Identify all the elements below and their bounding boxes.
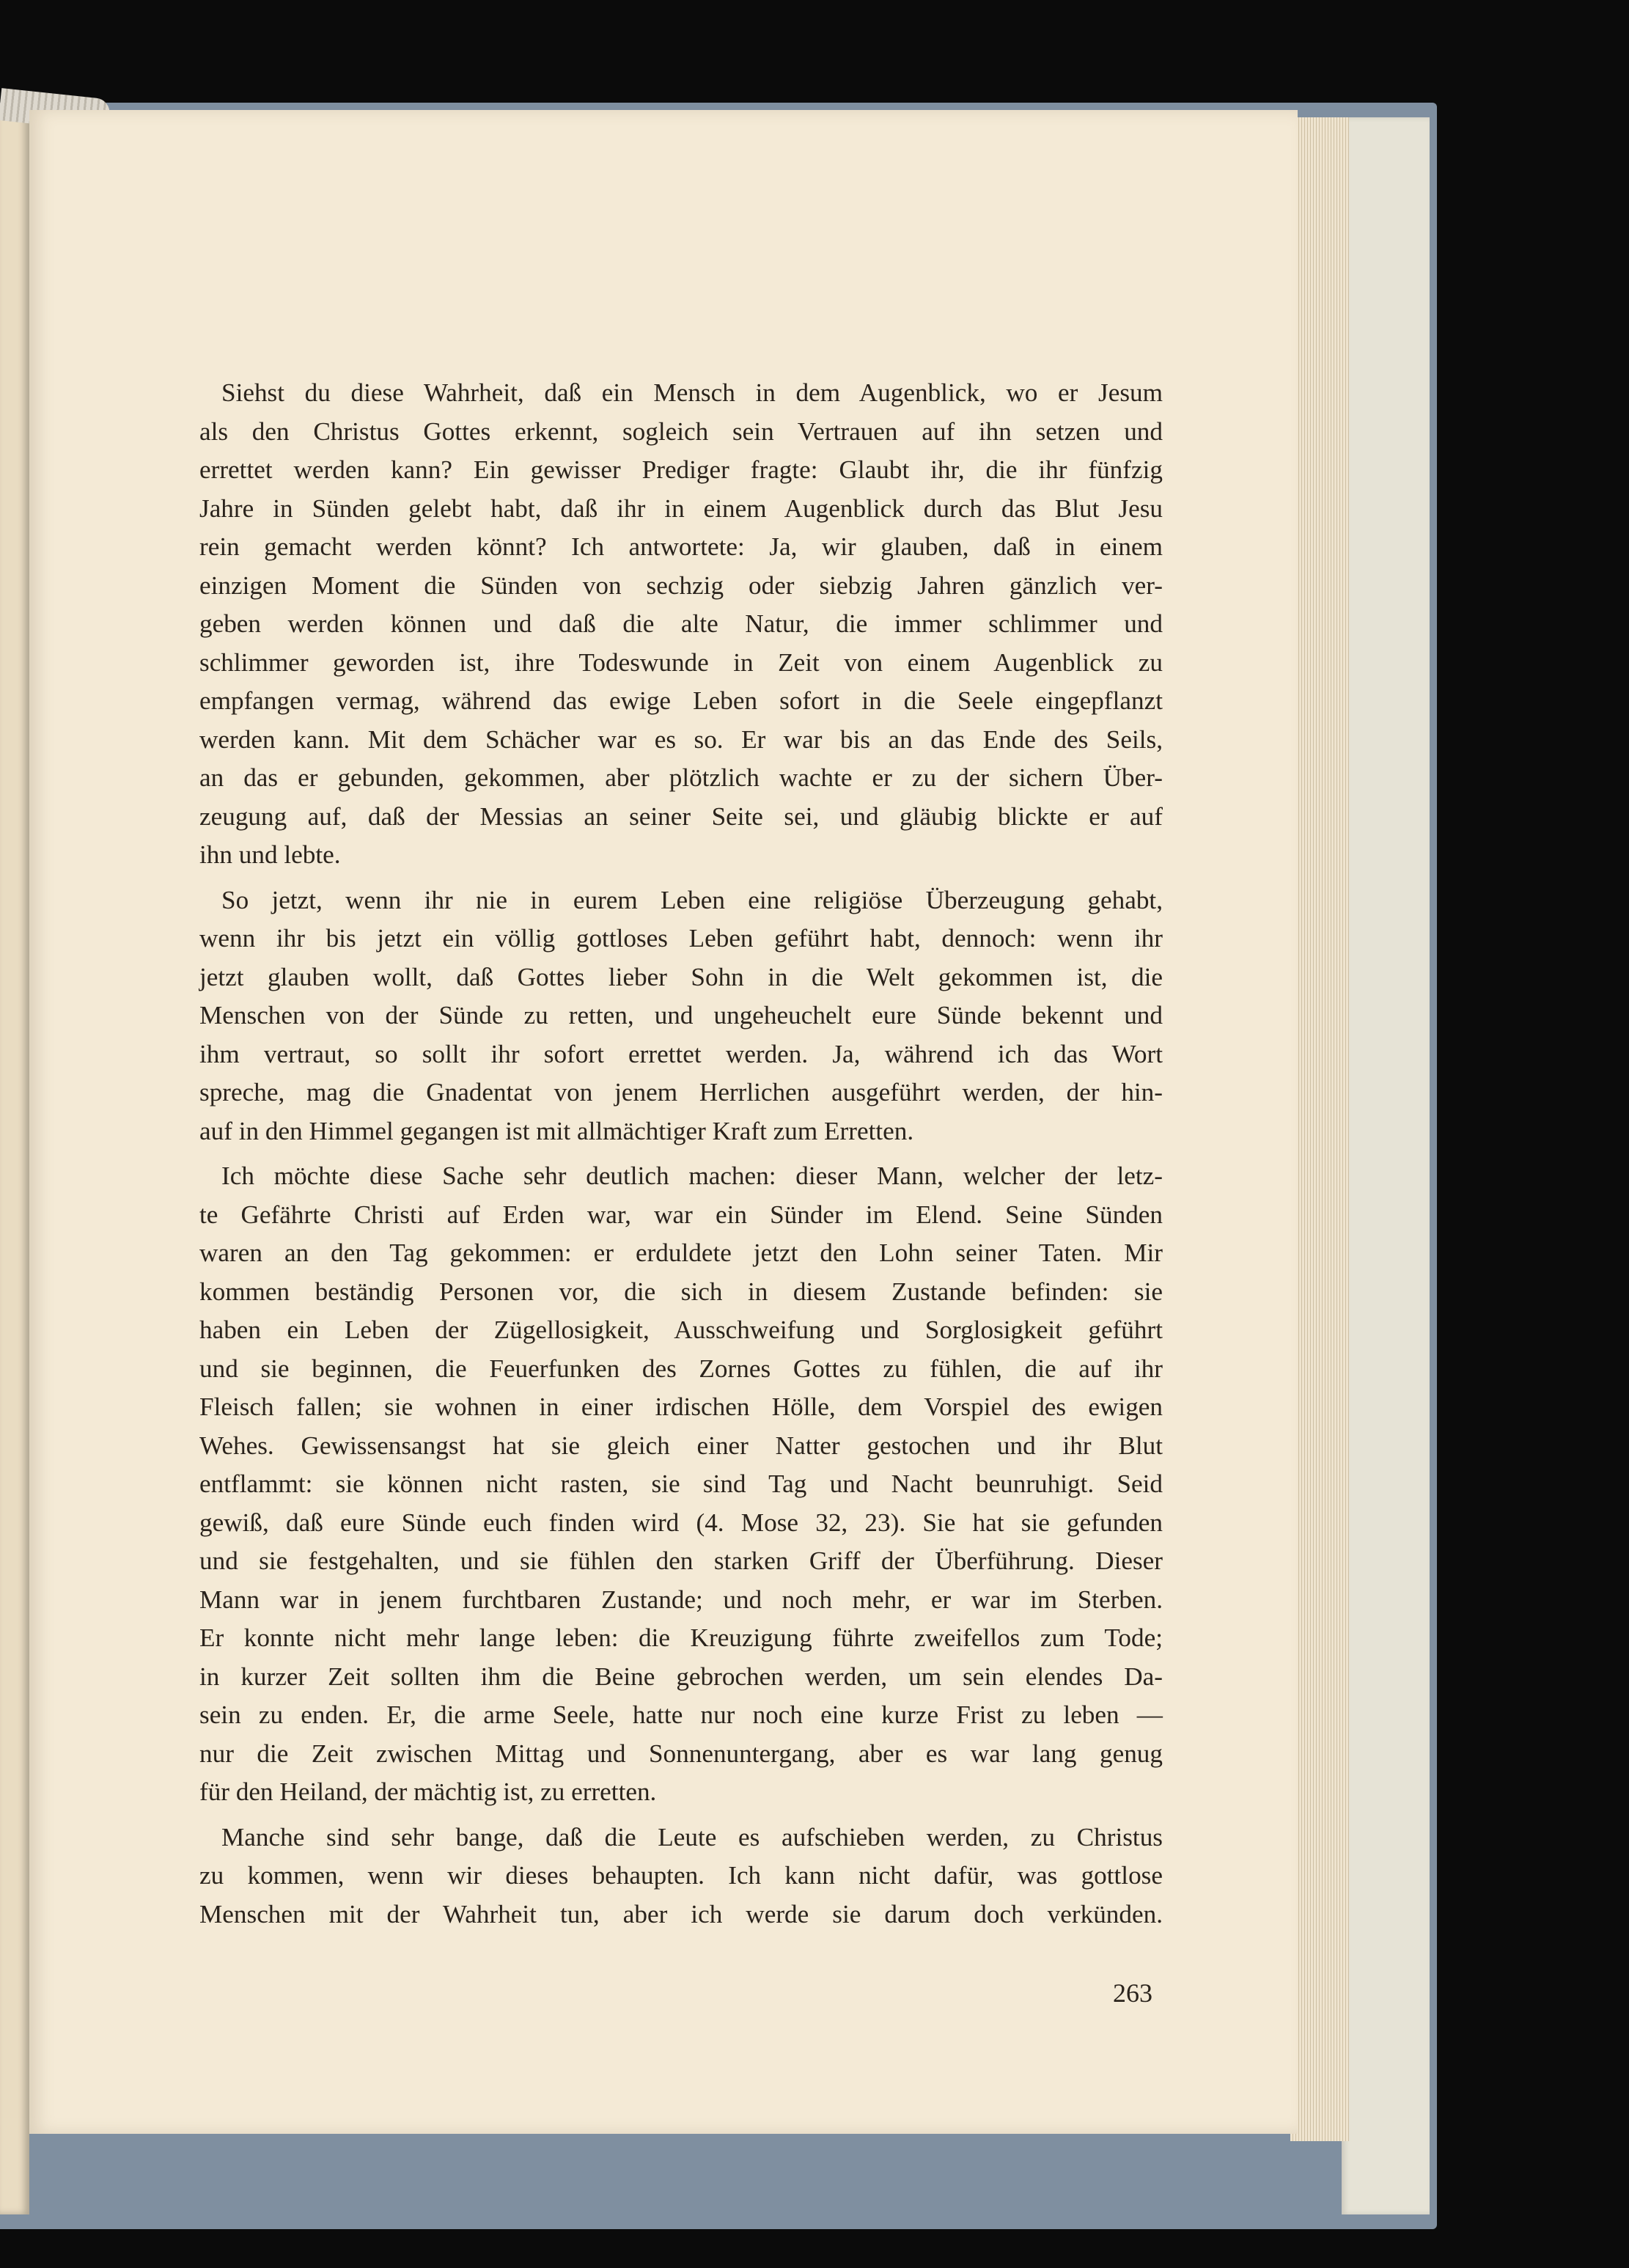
text-line: Menschen von der Sünde zu retten, und ungeheuchelt eure Sünde bekennt und (199, 1001, 1163, 1030)
paragraph-3 (199, 1157, 1163, 1812)
page-number: 263 (1113, 1978, 1152, 2008)
text-line: werden kann. Mit dem Schächer war es so. Er war bis an das Ende des Seils, (199, 724, 1163, 754)
text-line: zeugung auf, daß der Messias an seiner Seite sei, und gläubig blickte er auf (199, 801, 1163, 831)
text-line: ihm vertraut, so sollt ihr sofort errettet werden. Ja, während ich das Wort (199, 1039, 1163, 1068)
text-line: entflammt: sie können nicht rasten, sie sind Tag und Nacht beunruhigt. Seid (199, 1469, 1163, 1498)
text-line: waren an den Tag gekommen: er erduldete jetzt den Lohn seiner Taten. Mir (199, 1238, 1163, 1267)
text-line: errettet werden kann? Ein gewisser Prediger fragte: Glaubt ihr, die ihr fünfzig (199, 455, 1163, 484)
text-line: ihn und lebte. (199, 840, 341, 869)
book-page (29, 110, 1298, 2134)
text-line: geben werden können und daß die alte Natur, die immer schlimmer und (199, 609, 1163, 638)
text-line: empfangen vermag, während das ewige Leben sofort in die Seele eingepflanzt (199, 686, 1163, 715)
text-line: sein zu enden. Er, die arme Seele, hatte nur noch eine kurze Frist zu leben — (199, 1700, 1163, 1729)
text-line: für den Heiland, der mächtig ist, zu erretten. (199, 1777, 657, 1806)
text-line: und sie festgehalten, und sie fühlen den starken Griff der Überführung. Dieser (199, 1546, 1163, 1575)
text-line: in kurzer Zeit sollten ihm die Beine gebrochen werden, um sein elendes Da- (199, 1662, 1163, 1691)
paragraph-4 (199, 1819, 1163, 1934)
paragraph-2 (199, 881, 1163, 1151)
text-line: wenn ihr bis jetzt ein völlig gottloses Leben geführt habt, dennoch: wenn ihr (199, 924, 1163, 953)
text-line: Manche sind sehr bange, daß die Leute es aufschieben werden, zu Christus (221, 1822, 1163, 1852)
text-line: haben ein Leben der Zügellosigkeit, Ausschweifung und Sorglosigkeit geführt (199, 1315, 1163, 1344)
text-line: Wehes. Gewissensangst hat sie gleich einer Natter gestochen und ihr Blut (199, 1431, 1163, 1460)
text-line: Mann war in jenem furchtbaren Zustande; und noch mehr, er war im Sterben. (199, 1585, 1163, 1614)
text-line: Menschen mit der Wahrheit tun, aber ich werde sie darum doch verkünden. (199, 1899, 1163, 1928)
endpaper (1342, 117, 1430, 2214)
text-line: Jahre in Sünden gelebt habt, daß ihr in einem Augenblick durch das Blut Jesu (199, 493, 1163, 523)
text-line: Er konnte nicht mehr lange leben: die Kreuzigung führte zweifellos zum Tode; (199, 1623, 1163, 1652)
text-line: zu kommen, wenn wir dieses behaupten. Ich kann nicht dafür, was gottlose (199, 1861, 1163, 1890)
text-line: rein gemacht werden könnt? Ich antwortete: Ja, wir glauben, daß in einem (199, 532, 1163, 561)
text-line: Siehst du diese Wahrheit, daß ein Mensch in dem Augenblick, wo er Jesum (221, 378, 1163, 407)
page-edges (1290, 117, 1349, 2141)
text-line: Fleisch fallen; sie wohnen in einer irdischen Hölle, dem Vorspiel des ewigen (199, 1392, 1163, 1421)
text-line: nur die Zeit zwischen Mittag und Sonnenuntergang, aber es war lang genug (199, 1739, 1163, 1768)
text-line: kommen beständig Personen vor, die sich in diesem Zustande befinden: sie (199, 1277, 1163, 1306)
text-line: te Gefährte Christi auf Erden war, war ein Sünder im Elend. Seine Sünden (199, 1200, 1163, 1229)
paragraph-1 (199, 374, 1163, 875)
text-line: gewiß, daß eure Sünde euch finden wird (4. Mose 32, 23). Sie hat sie gefunden (199, 1508, 1163, 1537)
text-line: und sie beginnen, die Feuerfunken des Zornes Gottes zu fühlen, die auf ihr (199, 1354, 1163, 1383)
text-line: auf in den Himmel gegangen ist mit allmächtiger Kraft zum Erretten. (199, 1116, 914, 1145)
text-line: Ich möchte diese Sache sehr deutlich machen: dieser Mann, welcher der letz- (221, 1161, 1163, 1190)
body-text (199, 374, 1163, 1934)
previous-page-edge (0, 110, 29, 2214)
text-line: jetzt glauben wollt, daß Gottes lieber Sohn in die Welt gekommen ist, die (199, 962, 1163, 991)
text-line: schlimmer geworden ist, ihre Todeswunde in Zeit von einem Augenblick zu (199, 647, 1163, 677)
text-line: einzigen Moment die Sünden von sechzig oder siebzig Jahren gänzlich ver- (199, 570, 1163, 600)
text-line: spreche, mag die Gnadentat von jenem Herrlichen ausgeführt werden, der hin- (199, 1078, 1163, 1107)
text-line: So jetzt, wenn ihr nie in eurem Leben eine religiöse Überzeugung gehabt, (221, 885, 1163, 914)
text-line: als den Christus Gottes erkennt, sogleich sein Vertrauen auf ihn setzen und (199, 416, 1163, 446)
text-line: an das er gebunden, gekommen, aber plötzlich wachte er zu der sichern Über- (199, 763, 1163, 792)
